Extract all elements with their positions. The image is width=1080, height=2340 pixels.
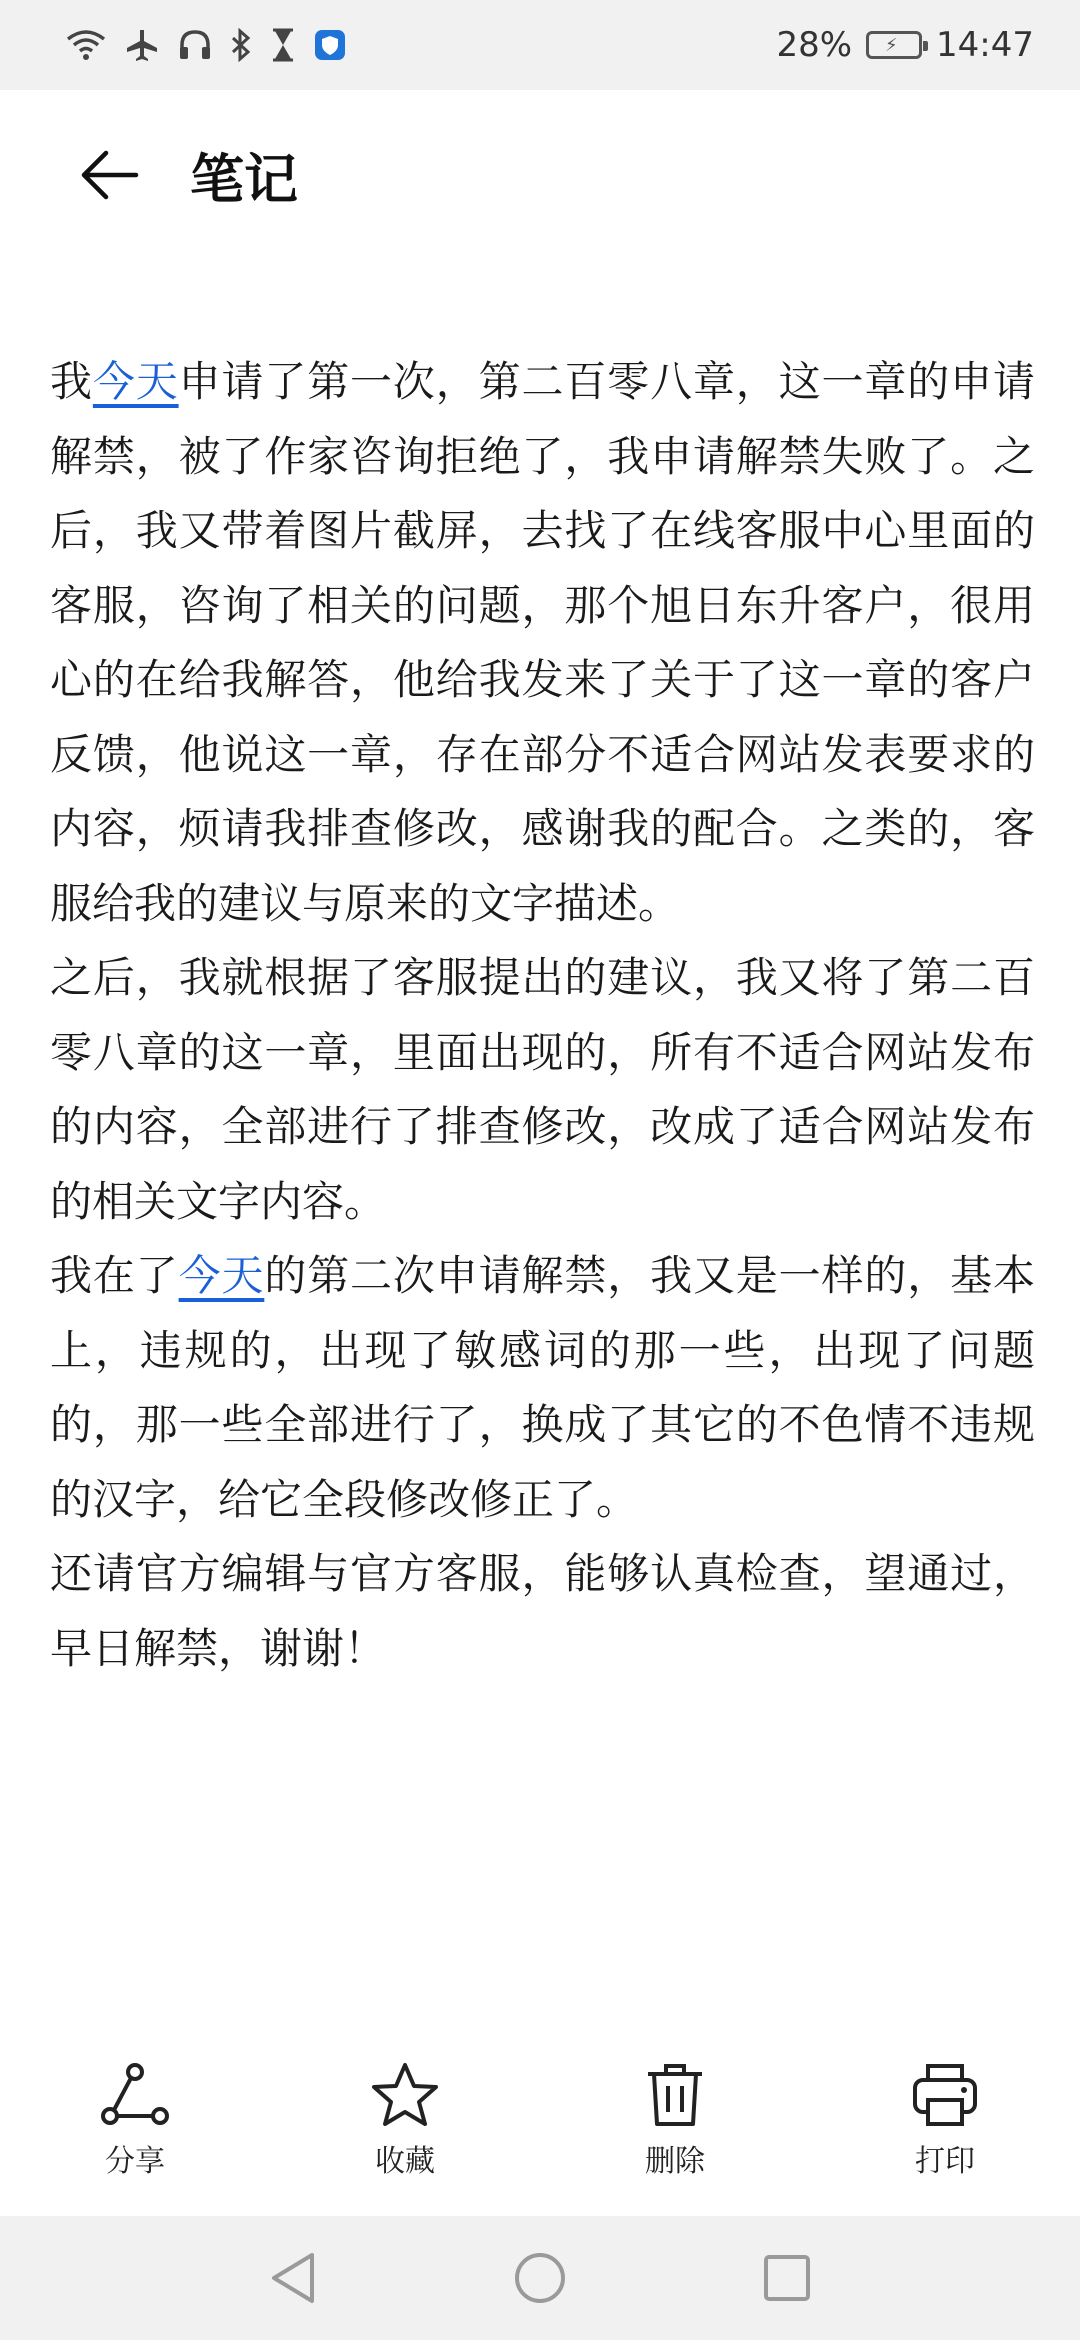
status-right: [776, 25, 1034, 65]
text-run: 我: [50, 357, 93, 406]
star-icon: [370, 2060, 440, 2130]
delete-button[interactable]: [575, 2060, 775, 2180]
bottom-toolbar: [0, 2060, 1080, 2220]
battery-icon: ⚡: [866, 31, 922, 59]
note-paragraph: 之后，我就根据了客服提出的建议，我又将了第二百零八章的这一章，里面出现的，所有不适合网站发布的内容，全部进行了排查修改，改成了适合网站发布的相关文字内容。: [50, 953, 1035, 1226]
circle-home-icon: [512, 2250, 568, 2306]
headphones-icon: [178, 28, 212, 62]
print-button[interactable]: [845, 2060, 1045, 2180]
app-bar: [0, 90, 1080, 260]
trash-icon: [640, 2060, 710, 2130]
triangle-back-icon: [268, 2251, 318, 2305]
favorite-label: 收藏: [375, 2144, 435, 2179]
square-recents-icon: [761, 2252, 813, 2304]
page-title: 笔记: [190, 147, 298, 211]
shield-app-icon: [314, 29, 346, 61]
nav-back-button[interactable]: [263, 2248, 323, 2308]
note-paragraph: 还请官方编辑与官方客服，能够认真检查，望通过，早日解禁，谢谢！: [50, 1549, 1035, 1673]
text-run: 申请了第一次，第二百零八章，这一章的申请解禁，被了作家咨询拒绝了，我申请解禁失败了。之后，我又带着图片截屏，去找了在线客服中心里面的客服，咨询了相关的问题，那个旭日东升客户，很用心的在给我解答，他给我发来了关于了这一章的客户反馈，他说这一章，存在部分不适合网站发表要求的内容，烦请我排查修改，感谢我的配合。之类的，客服给我的建议与原来的文字描述。: [50, 357, 1035, 928]
airplane-icon: [124, 27, 160, 63]
nav-home-button[interactable]: [510, 2248, 570, 2308]
share-icon: [100, 2060, 170, 2130]
text-run: 的第二次申请解禁，我又是一样的，基本上，违规的，出现了敏感词的那一些，出现了问题的，那一些全部进行了，换成了其它的不色情不违规的汉字，给它全段修改修正了。: [50, 1251, 1035, 1524]
arrow-left-icon: [80, 147, 140, 203]
note-paragraph: [50, 345, 1035, 941]
bluetooth-icon: [230, 28, 252, 62]
battery-percent: 28%: [776, 25, 853, 65]
wifi-icon: [66, 29, 106, 61]
nav-recents-button[interactable]: [757, 2248, 817, 2308]
note-content[interactable]: [50, 345, 1035, 1686]
delete-label: 删除: [645, 2144, 705, 2179]
print-label: 打印: [915, 2144, 975, 2179]
clock: 14:47: [936, 25, 1034, 65]
back-button[interactable]: [70, 135, 150, 215]
favorite-button[interactable]: [305, 2060, 505, 2180]
system-nav-bar: [0, 2216, 1080, 2340]
note-paragraph: [50, 1239, 1035, 1537]
text-run: 我在了: [50, 1251, 179, 1300]
share-label: 分享: [105, 2144, 165, 2179]
date-link[interactable]: 今天: [178, 1251, 265, 1300]
share-button[interactable]: [35, 2060, 235, 2180]
hourglass-icon: [270, 28, 296, 62]
status-icons: [66, 27, 346, 63]
printer-icon: [910, 2060, 980, 2130]
date-link[interactable]: 今天: [92, 357, 179, 406]
status-bar: [0, 0, 1080, 90]
